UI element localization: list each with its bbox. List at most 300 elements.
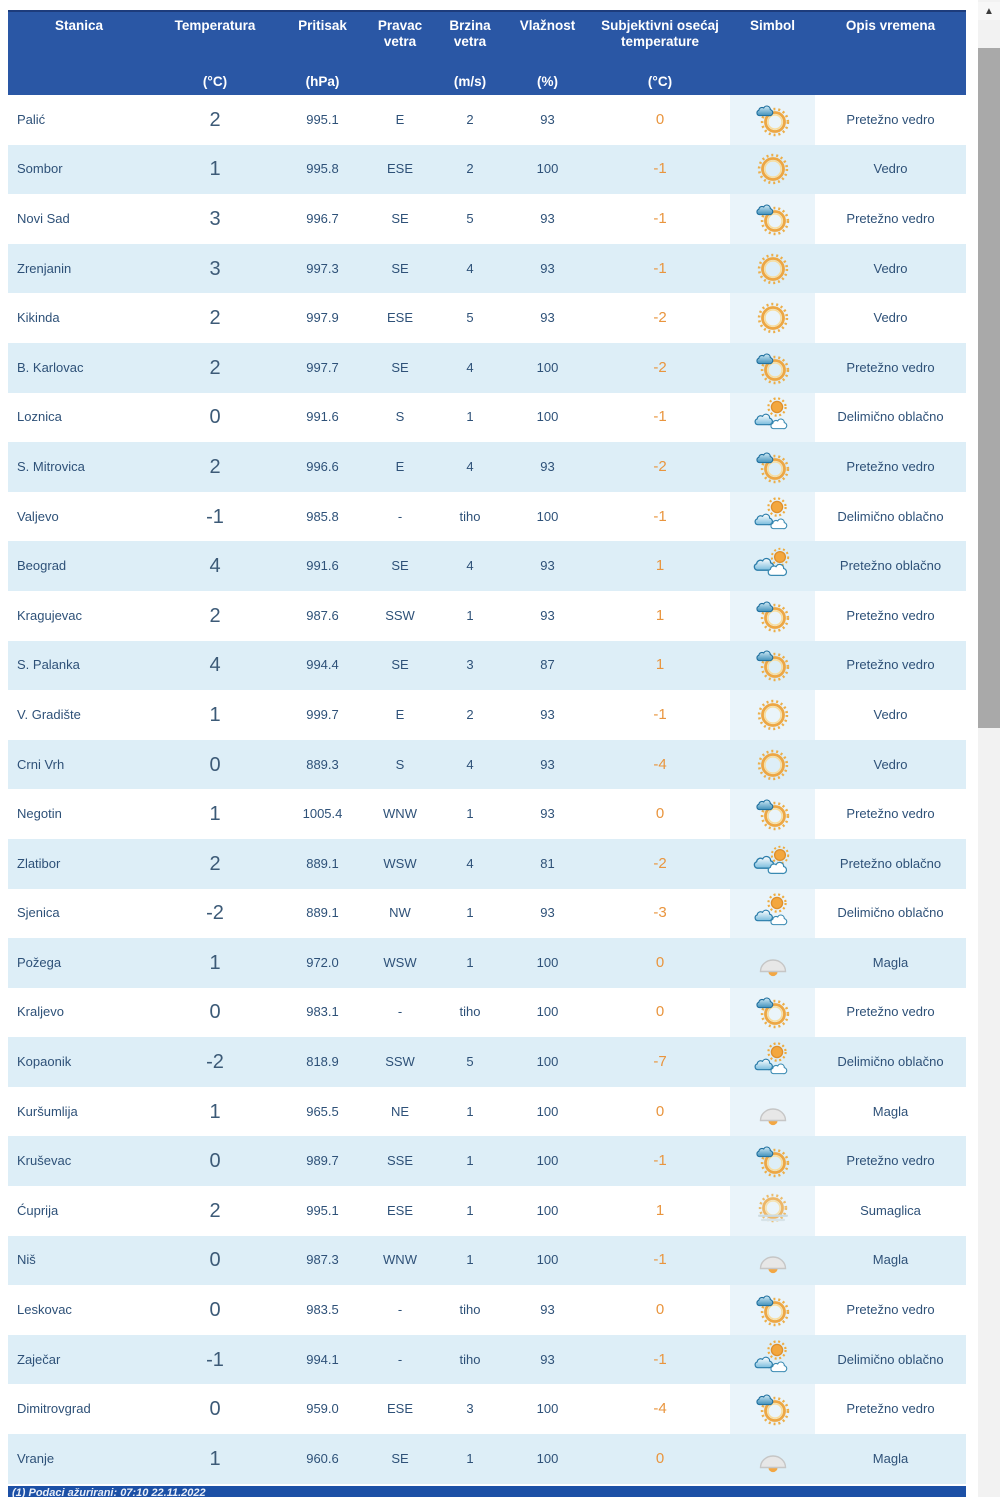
- magla-icon: [752, 1239, 794, 1281]
- column-label: Pravac vetra: [377, 18, 423, 49]
- weather-description-cell: Vedro: [873, 260, 908, 276]
- wind-direction-cell: SE: [391, 558, 409, 574]
- humidity-cell: 93: [540, 210, 555, 226]
- symbol-cell: [730, 988, 815, 1038]
- symbol-cell: [730, 1384, 815, 1434]
- feels-like-cell: 0: [655, 805, 665, 823]
- table-row: [8, 591, 966, 641]
- feels-like-cell: -1: [653, 507, 667, 525]
- column-unit: (°C): [647, 74, 673, 89]
- weather-description-cell: Vedro: [873, 756, 908, 772]
- temperature-cell: 1: [209, 158, 221, 181]
- feels-like-cell: -4: [653, 755, 667, 773]
- wind-direction-cell: S: [395, 756, 405, 772]
- column-label: Opis vremena: [845, 18, 936, 33]
- pressure-cell: 960.6: [306, 1450, 339, 1466]
- wind-speed-cell: 5: [466, 210, 474, 226]
- feels-like-cell: -7: [653, 1053, 667, 1071]
- feels-like-cell: 1: [655, 557, 665, 575]
- wind-speed-cell: tiho: [459, 508, 481, 524]
- symbol-cell: [730, 1335, 815, 1385]
- humidity-cell: 87: [540, 657, 555, 673]
- wind-direction-cell: ESE: [386, 1202, 413, 1218]
- wind-speed-cell: 1: [466, 954, 474, 970]
- pressure-cell: 987.6: [306, 607, 339, 623]
- column-header-pressure: [280, 12, 365, 95]
- station-cell: Kragujevac: [17, 607, 83, 623]
- feels-like-cell: -1: [653, 209, 667, 227]
- symbol-cell: [730, 690, 815, 740]
- humidity-cell: 100: [536, 1004, 559, 1020]
- station-cell: S. Palanka: [17, 657, 80, 673]
- feels-like-cell: 0: [655, 953, 665, 971]
- weather-description-cell: Magla: [872, 1252, 909, 1268]
- table-row: [8, 938, 966, 988]
- pretezno-vedro-icon: [752, 99, 794, 141]
- symbol-cell: [730, 145, 815, 195]
- column-header-feels_like: [590, 12, 730, 95]
- pretezno-vedro-icon: [752, 1388, 794, 1430]
- symbol-cell: [730, 1186, 815, 1236]
- pressure-cell: 989.7: [306, 1153, 339, 1169]
- pressure-cell: 965.5: [306, 1103, 339, 1119]
- pretezno-vedro-icon: [752, 991, 794, 1033]
- weather-description-cell: Pretežno vedro: [846, 210, 935, 226]
- wind-speed-cell: 1: [466, 1450, 474, 1466]
- station-cell: Beograd: [17, 558, 67, 574]
- pressure-cell: 997.7: [306, 359, 339, 375]
- table-row: [8, 1384, 966, 1434]
- pressure-cell: 818.9: [306, 1054, 339, 1070]
- wind-direction-cell: ESE: [386, 161, 413, 177]
- humidity-cell: 93: [540, 1351, 555, 1367]
- temperature-cell: -2: [206, 1051, 224, 1074]
- column-label: Vlažnost: [519, 18, 576, 33]
- weather-description-cell: Pretežno vedro: [846, 806, 935, 822]
- humidity-cell: 100: [536, 161, 559, 177]
- sumaglica-icon: [752, 1190, 794, 1232]
- pressure-cell: 889.1: [306, 855, 339, 871]
- weather-description-cell: Pretežno oblačno: [839, 558, 942, 574]
- temperature-cell: 1: [209, 1447, 221, 1470]
- table-row: [8, 343, 966, 393]
- symbol-cell: [730, 1087, 815, 1137]
- feels-like-cell: -2: [653, 309, 667, 327]
- feels-like-cell: -1: [653, 1152, 667, 1170]
- station-cell: Zlatibor: [17, 855, 61, 871]
- weather-description-cell: Pretežno vedro: [846, 111, 935, 127]
- table-row: [8, 541, 966, 591]
- weather-description-cell: Pretežno vedro: [846, 657, 935, 673]
- pretezno-vedro-icon: [752, 595, 794, 637]
- weather-description-cell: Pretežno vedro: [846, 1004, 935, 1020]
- feels-like-cell: -2: [653, 457, 667, 475]
- station-cell: Sjenica: [17, 905, 60, 921]
- update-status-text: (1) Podaci ažurirani: 07:10 22.11.2022: [12, 1487, 206, 1497]
- table-row: [8, 442, 966, 492]
- delimicno-oblacno-icon: [752, 396, 794, 438]
- table-row: [8, 1186, 966, 1236]
- station-cell: Kruševac: [17, 1153, 72, 1169]
- temperature-cell: 2: [209, 1199, 221, 1222]
- wind-speed-cell: 1: [466, 607, 474, 623]
- column-label: Stanica: [54, 18, 104, 33]
- temperature-cell: 0: [209, 753, 221, 776]
- pretezno-vedro-icon: [752, 644, 794, 686]
- wind-direction-cell: SSW: [385, 607, 415, 623]
- pretezno-vedro-icon: [752, 1289, 794, 1331]
- humidity-cell: 100: [536, 1103, 559, 1119]
- station-cell: Kuršumlija: [17, 1103, 78, 1119]
- station-cell: V. Gradište: [17, 706, 81, 722]
- pressure-cell: 959.0: [306, 1401, 339, 1417]
- weather-description-cell: Magla: [872, 954, 909, 970]
- pretezno-oblacno-icon: [752, 843, 794, 885]
- table-row: [8, 145, 966, 195]
- wind-speed-cell: tiho: [459, 1302, 481, 1318]
- table-row: [8, 293, 966, 343]
- table-row: [8, 492, 966, 542]
- humidity-cell: 81: [540, 855, 555, 871]
- wind-speed-cell: 1: [466, 1153, 474, 1169]
- wind-speed-cell: 1: [466, 806, 474, 822]
- table-row: [8, 1434, 966, 1484]
- column-header-description: [815, 12, 966, 95]
- wind-speed-cell: 5: [466, 310, 474, 326]
- feels-like-cell: 0: [655, 1102, 665, 1120]
- wind-direction-cell: SE: [391, 359, 409, 375]
- wind-direction-cell: ESE: [386, 310, 413, 326]
- station-cell: Zrenjanin: [17, 260, 72, 276]
- symbol-cell: [730, 591, 815, 641]
- wind-direction-cell: -: [397, 1351, 403, 1367]
- temperature-cell: 0: [209, 1249, 221, 1272]
- feels-like-cell: 0: [655, 1301, 665, 1319]
- symbol-cell: [730, 839, 815, 889]
- symbol-cell: [730, 541, 815, 591]
- temperature-cell: 2: [209, 604, 221, 627]
- feels-like-cell: 1: [655, 606, 665, 624]
- column-header-symbol: [730, 12, 815, 95]
- temperature-cell: 1: [209, 1100, 221, 1123]
- station-cell: Kikinda: [17, 310, 60, 326]
- symbol-cell: [730, 889, 815, 939]
- station-cell: Ćuprija: [17, 1202, 59, 1218]
- wind-direction-cell: E: [395, 111, 405, 127]
- wind-direction-cell: SE: [391, 210, 409, 226]
- humidity-cell: 93: [540, 310, 555, 326]
- feels-like-cell: -2: [653, 358, 667, 376]
- column-label: Brzina vetra: [449, 18, 491, 49]
- weather-description-cell: Delimično oblačno: [837, 508, 944, 524]
- feels-like-cell: 0: [655, 110, 665, 128]
- column-label: Temperatura: [174, 18, 256, 33]
- weather-description-cell: Delimično oblačno: [837, 1351, 944, 1367]
- wind-speed-cell: 2: [466, 161, 474, 177]
- temperature-cell: 3: [209, 257, 221, 280]
- wind-speed-cell: tiho: [459, 1004, 481, 1020]
- humidity-cell: 93: [540, 1302, 555, 1318]
- scrollbar-thumb[interactable]: [978, 48, 1000, 728]
- wind-direction-cell: WNW: [383, 1252, 417, 1268]
- table-row: [8, 194, 966, 244]
- vedro-icon: [752, 148, 794, 190]
- table-row: [8, 839, 966, 889]
- temperature-cell: 2: [209, 356, 221, 379]
- wind-speed-cell: 4: [466, 260, 474, 276]
- column-unit: (%): [537, 74, 558, 89]
- temperature-cell: 3: [209, 207, 221, 230]
- station-cell: Kraljevo: [17, 1004, 64, 1020]
- wind-speed-cell: 4: [466, 458, 474, 474]
- wind-speed-cell: 4: [466, 558, 474, 574]
- wind-direction-cell: SSW: [385, 1054, 415, 1070]
- delimicno-oblacno-icon: [752, 1339, 794, 1381]
- table-row: [8, 1087, 966, 1137]
- table-row: [8, 1136, 966, 1186]
- weather-description-cell: Delimično oblačno: [837, 1054, 944, 1070]
- humidity-cell: 100: [536, 359, 559, 375]
- scroll-up-button[interactable]: ▲: [978, 2, 1000, 20]
- wind-speed-cell: 1: [466, 905, 474, 921]
- column-unit: (°C): [202, 74, 228, 89]
- wind-direction-cell: -: [397, 1302, 403, 1318]
- wind-direction-cell: NW: [389, 905, 411, 921]
- weather-description-cell: Vedro: [873, 161, 908, 177]
- weather-description-cell: Pretežno vedro: [846, 359, 935, 375]
- wind-speed-cell: 2: [466, 706, 474, 722]
- wind-speed-cell: 2: [466, 111, 474, 127]
- weather-description-cell: Pretežno vedro: [846, 1401, 935, 1417]
- pressure-cell: 995.8: [306, 161, 339, 177]
- temperature-cell: 4: [209, 555, 221, 578]
- pressure-cell: 995.1: [306, 1202, 339, 1218]
- temperature-cell: 2: [209, 852, 221, 875]
- weather-description-cell: Pretežno oblačno: [839, 855, 942, 871]
- table-row: [8, 690, 966, 740]
- temperature-cell: 1: [209, 703, 221, 726]
- temperature-cell: 0: [209, 1299, 221, 1322]
- table-row: [8, 95, 966, 145]
- feels-like-cell: 1: [655, 1201, 665, 1219]
- pressure-cell: 994.1: [306, 1351, 339, 1367]
- wind-speed-cell: 4: [466, 756, 474, 772]
- wind-direction-cell: SE: [391, 260, 409, 276]
- temperature-cell: -2: [206, 902, 224, 925]
- temperature-cell: 1: [209, 951, 221, 974]
- symbol-cell: [730, 95, 815, 145]
- weather-description-cell: Pretežno vedro: [846, 1302, 935, 1318]
- column-unit: (hPa): [305, 74, 340, 89]
- feels-like-cell: -4: [653, 1400, 667, 1418]
- symbol-cell: [730, 1236, 815, 1286]
- symbol-cell: [730, 1037, 815, 1087]
- pressure-cell: 987.3: [306, 1252, 339, 1268]
- station-cell: Loznica: [17, 409, 62, 425]
- feels-like-cell: -2: [653, 854, 667, 872]
- station-cell: Negotin: [17, 806, 62, 822]
- weather-description-cell: Vedro: [873, 706, 908, 722]
- symbol-cell: [730, 938, 815, 988]
- feels-like-cell: 1: [655, 656, 665, 674]
- temperature-cell: 0: [209, 1150, 221, 1173]
- temperature-cell: 4: [209, 654, 221, 677]
- feels-like-cell: 0: [655, 1003, 665, 1021]
- symbol-cell: [730, 492, 815, 542]
- vertical-scrollbar[interactable]: [978, 0, 1000, 1497]
- station-cell: Kopaonik: [17, 1054, 72, 1070]
- wind-direction-cell: SSE: [386, 1153, 413, 1169]
- wind-direction-cell: -: [397, 1004, 403, 1020]
- table-row: [8, 393, 966, 443]
- column-header-station: [8, 12, 150, 95]
- wind-speed-cell: tiho: [459, 1351, 481, 1367]
- symbol-cell: [730, 244, 815, 294]
- symbol-cell: [730, 343, 815, 393]
- weather-description-cell: Magla: [872, 1450, 909, 1466]
- weather-description-cell: Pretežno vedro: [846, 1153, 935, 1169]
- symbol-cell: [730, 1434, 815, 1484]
- station-cell: B. Karlovac: [17, 359, 84, 375]
- temperature-cell: 2: [209, 307, 221, 330]
- wind-direction-cell: SE: [391, 1450, 409, 1466]
- station-cell: Požega: [17, 954, 62, 970]
- table-row: [8, 740, 966, 790]
- wind-direction-cell: NE: [390, 1103, 410, 1119]
- station-cell: Sombor: [17, 161, 63, 177]
- humidity-cell: 100: [536, 1153, 559, 1169]
- feels-like-cell: -1: [653, 160, 667, 178]
- vedro-icon: [752, 297, 794, 339]
- pressure-cell: 889.3: [306, 756, 339, 772]
- feels-like-cell: -1: [653, 1350, 667, 1368]
- temperature-cell: 0: [209, 1001, 221, 1024]
- wind-speed-cell: 1: [466, 1202, 474, 1218]
- pressure-cell: 985.8: [306, 508, 339, 524]
- table-row: [8, 1335, 966, 1385]
- pretezno-vedro-icon: [752, 446, 794, 488]
- pressure-cell: 983.5: [306, 1302, 339, 1318]
- table-header-row: [8, 10, 966, 95]
- temperature-cell: 2: [209, 455, 221, 478]
- pressure-cell: 995.1: [306, 111, 339, 127]
- wind-direction-cell: WNW: [383, 806, 417, 822]
- wind-speed-cell: 3: [466, 657, 474, 673]
- pretezno-vedro-icon: [752, 347, 794, 389]
- symbol-cell: [730, 789, 815, 839]
- column-label: Subjektivni osećaj temperature: [601, 18, 719, 49]
- temperature-cell: -1: [206, 505, 224, 528]
- wind-speed-cell: 4: [466, 855, 474, 871]
- humidity-cell: 100: [536, 409, 559, 425]
- column-unit: (m/s): [453, 74, 487, 89]
- update-status-bar: [8, 1486, 966, 1497]
- table-row: [8, 889, 966, 939]
- temperature-cell: 1: [209, 803, 221, 826]
- weather-description-cell: Magla: [872, 1103, 909, 1119]
- pressure-cell: 996.6: [306, 458, 339, 474]
- magla-icon: [752, 1438, 794, 1480]
- symbol-cell: [730, 641, 815, 691]
- pressure-cell: 997.3: [306, 260, 339, 276]
- humidity-cell: 93: [540, 111, 555, 127]
- wind-direction-cell: -: [397, 508, 403, 524]
- symbol-cell: [730, 293, 815, 343]
- pretezno-oblacno-icon: [752, 545, 794, 587]
- delimicno-oblacno-icon: [752, 1041, 794, 1083]
- vedro-icon: [752, 248, 794, 290]
- feels-like-cell: -1: [653, 259, 667, 277]
- wind-speed-cell: 4: [466, 359, 474, 375]
- humidity-cell: 100: [536, 508, 559, 524]
- temperature-cell: -1: [206, 1348, 224, 1371]
- pressure-cell: 983.1: [306, 1004, 339, 1020]
- column-header-wind_speed: [435, 12, 505, 95]
- wind-direction-cell: ESE: [386, 1401, 413, 1417]
- table-body: [8, 95, 966, 1484]
- wind-speed-cell: 1: [466, 409, 474, 425]
- pressure-cell: 991.6: [306, 409, 339, 425]
- feels-like-cell: 0: [655, 1449, 665, 1467]
- feels-like-cell: -1: [653, 408, 667, 426]
- symbol-cell: [730, 194, 815, 244]
- temperature-cell: 2: [209, 108, 221, 131]
- humidity-cell: 100: [536, 1054, 559, 1070]
- weather-description-cell: Delimično oblačno: [837, 905, 944, 921]
- pressure-cell: 1005.4: [302, 806, 343, 822]
- weather-description-cell: Delimično oblačno: [837, 409, 944, 425]
- weather-description-cell: Sumaglica: [860, 1202, 921, 1218]
- table-row: [8, 988, 966, 1038]
- delimicno-oblacno-icon: [752, 892, 794, 934]
- station-cell: Crni Vrh: [17, 756, 65, 772]
- humidity-cell: 93: [540, 458, 555, 474]
- humidity-cell: 93: [540, 756, 555, 772]
- humidity-cell: 93: [540, 905, 555, 921]
- magla-icon: [752, 942, 794, 984]
- humidity-cell: 100: [536, 1202, 559, 1218]
- humidity-cell: 93: [540, 806, 555, 822]
- humidity-cell: 100: [536, 1450, 559, 1466]
- station-cell: Novi Sad: [17, 210, 70, 226]
- vedro-icon: [752, 744, 794, 786]
- symbol-cell: [730, 1285, 815, 1335]
- humidity-cell: 93: [540, 260, 555, 276]
- vedro-icon: [752, 694, 794, 736]
- station-cell: S. Mitrovica: [17, 458, 85, 474]
- pressure-cell: 889.1: [306, 905, 339, 921]
- magla-icon: [752, 1091, 794, 1133]
- pressure-cell: 999.7: [306, 706, 339, 722]
- wind-speed-cell: 1: [466, 1103, 474, 1119]
- feels-like-cell: -1: [653, 705, 667, 723]
- wind-speed-cell: 3: [466, 1401, 474, 1417]
- symbol-cell: [730, 393, 815, 443]
- pretezno-vedro-icon: [752, 793, 794, 835]
- column-label: Pritisak: [298, 18, 347, 33]
- feels-like-cell: -3: [653, 904, 667, 922]
- station-cell: Palić: [17, 111, 46, 127]
- humidity-cell: 93: [540, 558, 555, 574]
- feels-like-cell: -1: [653, 1251, 667, 1269]
- station-cell: Niš: [17, 1252, 36, 1268]
- station-cell: Valjevo: [17, 508, 59, 524]
- pressure-cell: 972.0: [306, 954, 339, 970]
- symbol-cell: [730, 442, 815, 492]
- pressure-cell: 991.6: [306, 558, 339, 574]
- column-header-humidity: [505, 12, 590, 95]
- symbol-cell: [730, 740, 815, 790]
